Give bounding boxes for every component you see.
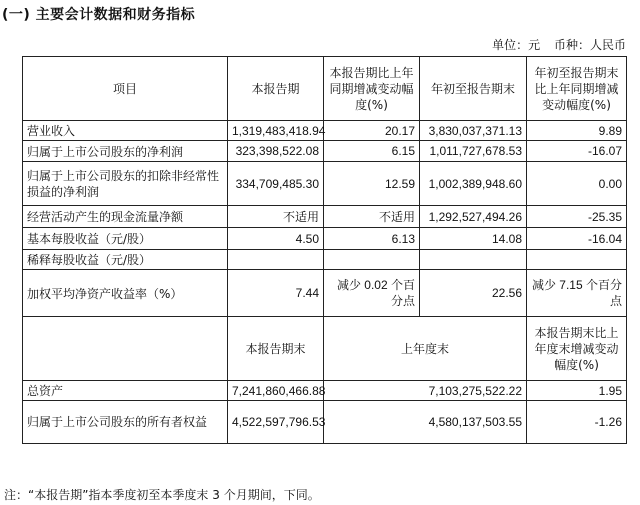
header-current-period: 本报告期 <box>228 57 324 121</box>
table-subheader-row <box>23 317 627 381</box>
unit-line <box>482 36 626 53</box>
cell-current: 4.50 <box>228 228 324 250</box>
cell-ytd: 14.08 <box>420 228 527 250</box>
unit-label: 单位：元 <box>492 38 541 52</box>
cell-current: 323,398,522.08 <box>228 141 324 162</box>
section-title: (一) 主要会计数据和财务指标 <box>2 7 196 23</box>
cell-period-end: 4,522,597,796.53 <box>228 401 324 444</box>
table-row <box>23 381 627 401</box>
cell-ytd: 1,292,527,494.26 <box>420 206 527 228</box>
cell-change: 1.95 <box>527 381 627 401</box>
cell-current: 不适用 <box>228 206 324 228</box>
row-label: 归属于上市公司股东的扣除非经常性损益的净利润 <box>23 162 228 206</box>
table-row <box>23 250 627 270</box>
header-item: 项目 <box>23 57 228 121</box>
row-label: 经营活动产生的现金流量净额 <box>23 206 228 228</box>
cell-ytd-change <box>527 250 627 270</box>
table-row <box>23 228 627 250</box>
row-label: 营业收入 <box>23 121 228 141</box>
cell-ytd-change: -25.35 <box>527 206 627 228</box>
financial-data-table <box>22 56 627 444</box>
cell-ytd <box>420 250 527 270</box>
row-label: 加权平均净资产收益率（%） <box>23 270 228 317</box>
cell-change: -1.26 <box>527 401 627 444</box>
cell-prior-year-end: 4,580,137,503.55 <box>324 401 527 444</box>
cell-current: 1,319,483,418.94 <box>228 121 324 141</box>
header-yoy-change: 本报告期比上年同期增减变动幅度(%) <box>324 57 420 121</box>
cell-current: 334,709,485.30 <box>228 162 324 206</box>
header-prior-year-end: 上年度末 <box>324 317 527 381</box>
cell-yoy: 减少 0.02 个百分点 <box>324 270 420 317</box>
header-period-end-change: 本报告期末比上年度末增减变动幅度(%) <box>527 317 627 381</box>
cell-ytd-change: -16.04 <box>527 228 627 250</box>
cell-yoy: 6.15 <box>324 141 420 162</box>
row-label: 稀释每股收益（元/股） <box>23 250 228 270</box>
cell-yoy: 20.17 <box>324 121 420 141</box>
table-row <box>23 121 627 141</box>
table-row <box>23 162 627 206</box>
table-row <box>23 270 627 317</box>
cell-current <box>228 250 324 270</box>
table-row <box>23 206 627 228</box>
table-row <box>23 401 627 444</box>
cell-ytd-change: 减少 7.15 个百分点 <box>527 270 627 317</box>
cell-yoy: 不适用 <box>324 206 420 228</box>
cell-yoy: 6.13 <box>324 228 420 250</box>
cell-ytd-change: -16.07 <box>527 141 627 162</box>
header-ytd-change: 年初至报告期末比上年同期增减变动幅度(%) <box>527 57 627 121</box>
cell-ytd: 1,002,389,948.60 <box>420 162 527 206</box>
cell-ytd-change: 9.89 <box>527 121 627 141</box>
cell-period-end: 7,241,860,466.88 <box>228 381 324 401</box>
table-header-row <box>23 57 627 121</box>
cell-ytd: 22.56 <box>420 270 527 317</box>
row-label: 归属于上市公司股东的净利润 <box>23 141 228 162</box>
cell-yoy <box>324 250 420 270</box>
currency-label: 币种：人民币 <box>553 38 626 52</box>
header-ytd: 年初至报告期末 <box>420 57 527 121</box>
cell-ytd-change: 0.00 <box>527 162 627 206</box>
row-label: 总资产 <box>23 381 228 401</box>
cell-ytd: 3,830,037,371.13 <box>420 121 527 141</box>
row-label: 基本每股收益（元/股） <box>23 228 228 250</box>
cell-yoy: 12.59 <box>324 162 420 206</box>
cell-prior-year-end: 7,103,275,522.22 <box>324 381 527 401</box>
cell-ytd: 1,011,727,678.53 <box>420 141 527 162</box>
table-row <box>23 141 627 162</box>
header-period-end: 本报告期末 <box>228 317 324 381</box>
row-label: 归属于上市公司股东的所有者权益 <box>23 401 228 444</box>
cell-current: 7.44 <box>228 270 324 317</box>
footnote: 注：“本报告期”指本季度初至本季度末 3 个月期间，下同。 <box>4 488 320 502</box>
subheader-empty <box>23 317 228 381</box>
